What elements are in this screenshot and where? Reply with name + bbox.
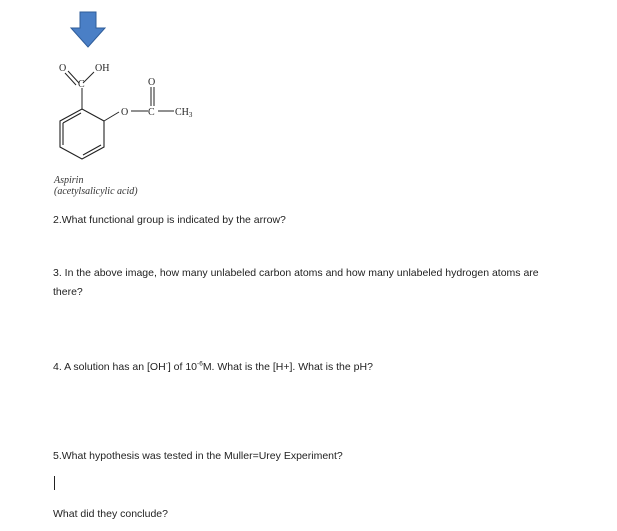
- question-2: 2.What functional group is indicated by the arrow?: [53, 214, 286, 226]
- aspirin-structure: [0, 0, 617, 200]
- label-ch3: $CH_3$: [175, 107, 193, 119]
- label-oh: OH: [95, 63, 110, 74]
- label-o-ester: O: [121, 107, 129, 118]
- label-o-acetyl: O: [148, 77, 156, 88]
- question-4-pre: 4. A solution has an [OH: [53, 361, 166, 373]
- label-c-acetyl: C: [148, 107, 155, 118]
- question-5b: What did they conclude?: [53, 508, 168, 520]
- benzene-ring: [60, 109, 104, 159]
- question-5: 5.What hypothesis was tested in the Muller=Urey Experiment?: [53, 450, 343, 462]
- question-4-mid: ] of 10: [167, 361, 198, 373]
- label-c-carboxyl: C: [78, 79, 85, 90]
- text-cursor[interactable]: [54, 476, 55, 490]
- label-o-carboxyl: O: [59, 63, 67, 74]
- question-3-line2: there?: [53, 286, 83, 298]
- caption-name: Aspirin: [54, 175, 84, 186]
- bond-c-o-double-b: [65, 73, 76, 85]
- caption-subname: (acetylsalicylic acid): [54, 186, 138, 197]
- down-arrow-icon: [71, 12, 105, 47]
- question-4-post: M. What is the [H+]. What is the pH?: [202, 361, 373, 373]
- bond-ring-o: [104, 112, 119, 121]
- question-4: [53, 358, 373, 376]
- question-4-sup1: -: [165, 360, 168, 368]
- question-3-line1: 3. In the above image, how many unlabeled carbon atoms and how many unlabeled hydrogen atoms are: [53, 267, 539, 279]
- question-4-sup2: -6: [197, 360, 203, 368]
